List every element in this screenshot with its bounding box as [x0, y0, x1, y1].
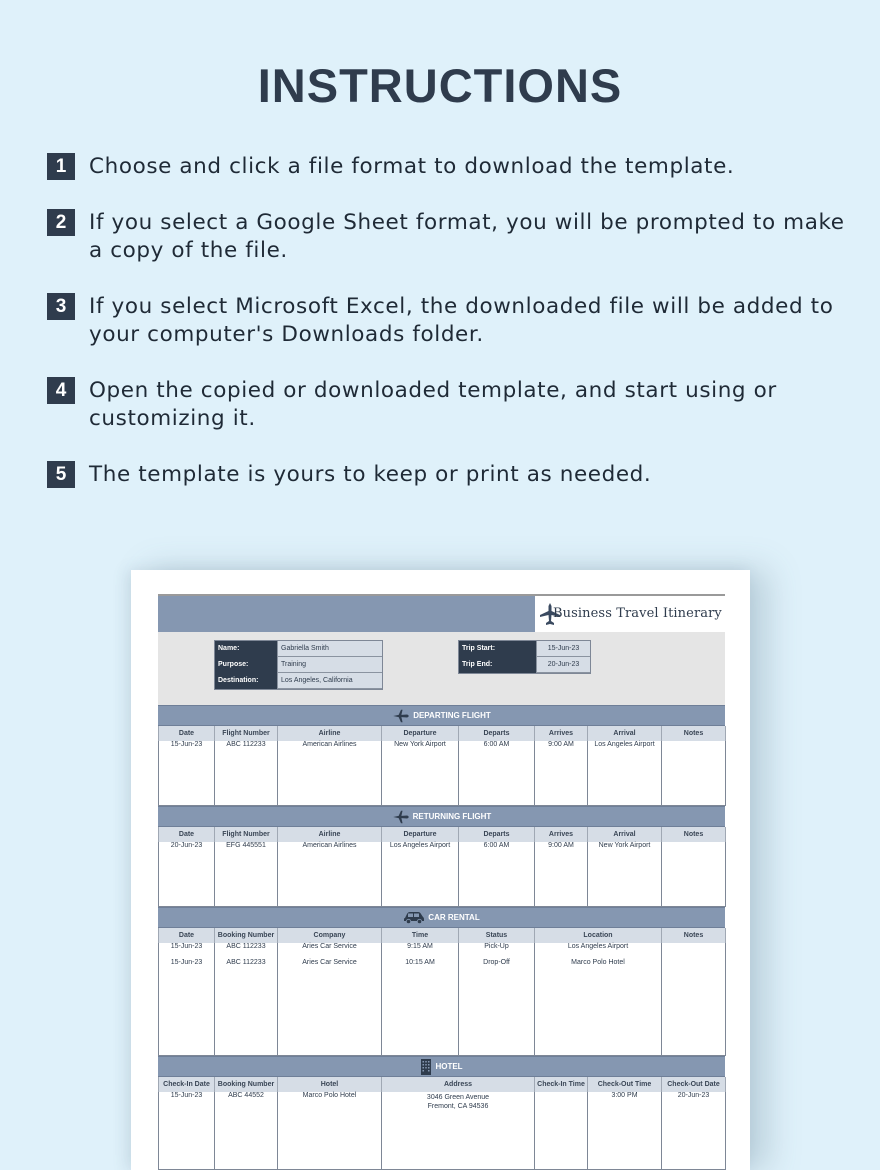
step-number: 5 — [47, 461, 75, 488]
table-cell[interactable] — [662, 741, 726, 757]
info-row — [215, 673, 382, 689]
table-cell[interactable]: 15-Jun-23 — [159, 1092, 215, 1109]
table-cell[interactable]: Los Angeles Airport — [382, 842, 459, 858]
table-cell[interactable]: 9:15 AM — [382, 943, 459, 959]
column-header: Address — [382, 1077, 535, 1092]
table-cell[interactable]: Pick-Up — [459, 943, 535, 959]
address-cell[interactable] — [382, 1092, 535, 1109]
column-header: Departs — [459, 827, 535, 842]
table-cell[interactable]: 6:00 AM — [459, 741, 535, 757]
step-text: The template is yours to keep or print as needed. — [89, 461, 652, 487]
table-row — [159, 1092, 726, 1109]
info-value[interactable]: 15-Jun-23 — [536, 641, 590, 657]
table-cell[interactable] — [662, 959, 726, 975]
instruction-list — [47, 153, 847, 489]
column-header: Arrives — [535, 827, 588, 842]
table-cell[interactable]: New York Airport — [382, 741, 459, 757]
departing-flight-section-header — [158, 705, 725, 726]
table-row — [159, 959, 726, 975]
column-header: Time — [382, 928, 459, 943]
table-cell[interactable]: Drop-Off — [459, 959, 535, 975]
empty-row — [159, 858, 726, 907]
column-header: Booking Number — [215, 928, 278, 943]
instruction-step — [47, 377, 847, 434]
empty-row — [159, 757, 726, 806]
table-cell[interactable]: ABC 112233 — [215, 741, 278, 757]
trip-dates — [458, 640, 591, 674]
column-header: Flight Number — [215, 726, 278, 741]
column-header: Hotel — [278, 1077, 382, 1092]
column-header: Departs — [459, 726, 535, 741]
step-text: Choose and click a file format to download the template. — [89, 154, 735, 179]
itinerary-sheet — [158, 594, 725, 1170]
car-rental-table — [158, 928, 726, 1056]
table-header-row — [159, 928, 726, 943]
table-cell[interactable]: 20-Jun-23 — [662, 1092, 726, 1109]
info-row — [459, 657, 590, 673]
info-value[interactable]: Training — [277, 657, 382, 673]
column-header: Notes — [662, 827, 726, 842]
table-row — [159, 741, 726, 757]
instruction-step — [47, 293, 847, 350]
hotel-table — [158, 1077, 726, 1170]
section-title: CAR RENTAL — [428, 913, 480, 922]
table-cell[interactable]: ABC 44552 — [215, 1092, 278, 1109]
sheet-brand — [535, 596, 725, 632]
info-value[interactable]: Los Angeles, California — [277, 673, 382, 689]
column-header: Check-Out Date — [662, 1077, 726, 1092]
info-row — [459, 641, 590, 657]
table-cell[interactable]: 15-Jun-23 — [159, 943, 215, 959]
table-cell[interactable]: Los Angeles Airport — [535, 943, 662, 959]
table-header-row — [159, 1077, 726, 1092]
step-text: If you select Microsoft Excel, the downloaded file will be added to your computer's Downloads folder. — [89, 293, 834, 347]
table-cell[interactable]: American Airlines — [278, 842, 382, 858]
table-row — [159, 943, 726, 959]
column-header: Company — [278, 928, 382, 943]
table-cell[interactable]: ABC 112233 — [215, 943, 278, 959]
table-cell[interactable]: 15-Jun-23 — [159, 959, 215, 975]
section-title: HOTEL — [435, 1062, 463, 1071]
column-header: Airline — [278, 726, 382, 741]
column-header: Check-In Time — [535, 1077, 588, 1092]
table-cell[interactable]: New York Airport — [588, 842, 662, 858]
address-line-1: 3046 Green Avenue — [426, 1094, 490, 1101]
table-header-row — [159, 726, 726, 741]
address-line-2: Fremont, CA 94536 — [427, 1103, 489, 1110]
returning-flight-table — [158, 827, 726, 907]
info-label: Trip End: — [459, 657, 536, 673]
column-header: Flight Number — [215, 827, 278, 842]
traveler-info — [214, 640, 383, 690]
instruction-step — [47, 153, 847, 182]
table-cell[interactable]: EFG 445551 — [215, 842, 278, 858]
column-header: Departure — [382, 726, 459, 741]
car-icon — [403, 911, 425, 924]
info-row — [215, 641, 382, 657]
info-label: Trip Start: — [459, 641, 536, 657]
step-text: If you select a Google Sheet format, you will be prompted to make a copy of the file. — [89, 209, 845, 263]
table-cell[interactable]: ABC 112233 — [215, 959, 278, 975]
column-header: Departure — [382, 827, 459, 842]
column-header: Date — [159, 928, 215, 943]
step-number: 1 — [47, 153, 75, 180]
column-header: Arrival — [588, 726, 662, 741]
table-cell[interactable]: 10:15 AM — [382, 959, 459, 975]
table-cell[interactable] — [662, 842, 726, 858]
info-row — [215, 657, 382, 673]
column-header: Airline — [278, 827, 382, 842]
table-header-row — [159, 827, 726, 842]
info-value[interactable]: 20-Jun-23 — [536, 657, 590, 673]
column-header: Notes — [662, 928, 726, 943]
column-header: Check-In Date — [159, 1077, 215, 1092]
sheet-header-bar — [158, 594, 725, 632]
info-label: Purpose: — [215, 657, 277, 673]
step-text: Open the copied or downloaded template, and start using or customizing it. — [89, 377, 777, 431]
table-cell[interactable]: Aries Car Service — [278, 943, 382, 959]
empty-row — [159, 975, 726, 1056]
sheet-title: Business Travel Itinerary — [553, 606, 722, 621]
airplane-icon — [392, 709, 410, 723]
section-title: DEPARTING FLIGHT — [413, 711, 491, 720]
table-cell[interactable]: Marco Polo Hotel — [278, 1092, 382, 1109]
trip-info-panel — [158, 632, 725, 705]
table-cell[interactable]: 9:00 AM — [535, 741, 588, 757]
column-header: Location — [535, 928, 662, 943]
column-header: Check-Out Time — [588, 1077, 662, 1092]
building-icon — [420, 1059, 432, 1075]
instruction-step — [47, 209, 847, 266]
car-rental-section-header — [158, 907, 725, 928]
table-cell[interactable]: Aries Car Service — [278, 959, 382, 975]
table-cell[interactable]: 15-Jun-23 — [159, 741, 215, 757]
departing-flight-table — [158, 726, 726, 806]
column-header: Arrives — [535, 726, 588, 741]
info-label: Destination: — [215, 673, 277, 689]
info-value[interactable]: Gabriella Smith — [277, 641, 382, 657]
table-cell[interactable] — [535, 1092, 588, 1109]
column-header: Arrival — [588, 827, 662, 842]
step-number: 2 — [47, 209, 75, 236]
column-header: Status — [459, 928, 535, 943]
table-cell[interactable]: Marco Polo Hotel — [535, 959, 662, 975]
section-title: RETURNING FLIGHT — [412, 812, 492, 821]
page-title: INSTRUCTIONS — [257, 59, 623, 112]
table-cell[interactable]: 9:00 AM — [535, 842, 588, 858]
table-cell[interactable]: 20-Jun-23 — [159, 842, 215, 858]
instruction-step — [47, 461, 847, 490]
empty-row — [159, 1109, 726, 1170]
airplane-icon — [392, 810, 410, 824]
info-label: Name: — [215, 641, 277, 657]
column-header: Booking Number — [215, 1077, 278, 1092]
returning-flight-section-header — [158, 806, 725, 827]
column-header: Notes — [662, 726, 726, 741]
step-number: 3 — [47, 293, 75, 320]
step-number: 4 — [47, 377, 75, 404]
hotel-section-header — [158, 1056, 725, 1077]
table-cell[interactable] — [662, 943, 726, 959]
table-row — [159, 842, 726, 858]
table-cell[interactable]: American Airlines — [278, 741, 382, 757]
table-cell[interactable]: Los Angeles Airport — [588, 741, 662, 757]
column-header: Date — [159, 726, 215, 741]
column-header: Date — [159, 827, 215, 842]
table-cell[interactable]: 6:00 AM — [459, 842, 535, 858]
table-cell[interactable]: 3:00 PM — [588, 1092, 662, 1109]
